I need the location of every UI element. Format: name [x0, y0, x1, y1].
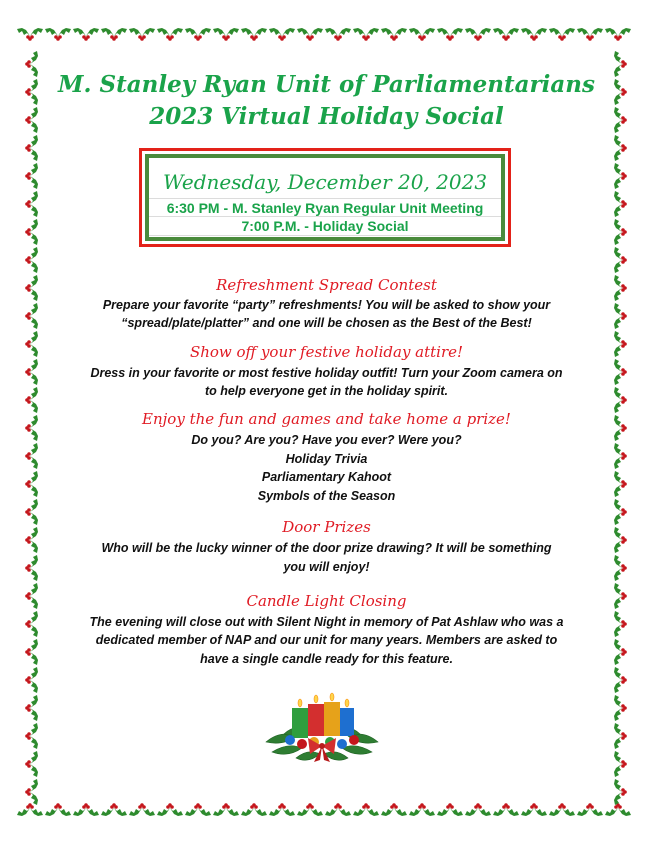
holly-leaf-icon — [25, 219, 38, 245]
holly-leaf-icon — [101, 28, 127, 41]
refreshment-line: “spread/plate/platter” and one will be chosen as the Best of the Best! — [121, 316, 532, 330]
games-line: Parliamentary Kahoot — [261, 470, 392, 484]
holly-leaf-icon — [325, 803, 351, 816]
games-line: Do you? Are you? Have you ever? Were you? — [191, 433, 462, 447]
holly-leaf-icon — [465, 28, 491, 41]
holly-leaf-icon — [45, 28, 71, 41]
meeting-time: 6:30 PM - M. Stanley Ryan Regular Unit Meeting — [166, 200, 484, 216]
holly-leaf-icon — [25, 751, 38, 777]
holly-leaf-icon — [129, 803, 155, 816]
holly-leaf-icon — [213, 28, 239, 41]
games-heading: Enjoy the fun and games and take home a prize! — [142, 410, 511, 428]
holly-leaf-icon — [493, 803, 519, 816]
holly-leaf-icon — [614, 163, 627, 189]
event-date-inner — [145, 154, 505, 241]
holly-leaf-icon — [437, 28, 463, 41]
holly-leaf-icon — [269, 28, 295, 41]
holly-leaf-icon — [157, 803, 183, 816]
holly-leaf-icon — [25, 723, 38, 749]
games-line: Symbols of the Season — [257, 489, 396, 503]
candle-wreath-icon — [262, 684, 382, 764]
holly-leaf-icon — [614, 751, 627, 777]
holly-leaf-icon — [605, 803, 631, 816]
holly-leaf-icon — [297, 803, 323, 816]
holly-leaf-icon — [297, 28, 323, 41]
candle-closing-line: dedicated member of NAP and our unit for many years. Members are asked to — [95, 633, 558, 647]
holly-leaf-icon — [25, 667, 38, 693]
holly-leaf-icon — [129, 28, 155, 41]
holly-leaf-icon — [353, 28, 379, 41]
holly-leaf-icon — [493, 28, 519, 41]
candle-closing-heading: Candle Light Closing — [246, 592, 407, 610]
holly-leaf-icon — [73, 803, 99, 816]
holly-leaf-icon — [614, 723, 627, 749]
holly-leaf-icon — [213, 803, 239, 816]
unit-title: M. Stanley Ryan Unit of Parliamentarians — [58, 71, 595, 98]
attire-line: Dress in your favorite or most festive holiday outfit! Turn your Zoom camera on — [90, 366, 563, 380]
holly-leaf-icon — [614, 779, 627, 805]
candle-closing-line: have a single candle ready for this feature. — [200, 652, 453, 666]
event-date-box — [139, 148, 511, 247]
refreshment-line: Prepare your favorite “party” refreshments! You will be asked to show your — [102, 298, 551, 312]
refreshment-heading: Refreshment Spread Contest — [216, 276, 437, 294]
divider — [149, 216, 501, 217]
divider — [149, 235, 501, 236]
holly-leaf-icon — [25, 247, 38, 273]
holly-leaf-icon — [521, 803, 547, 816]
holly-leaf-icon — [437, 803, 463, 816]
holly-leaf-icon — [241, 803, 267, 816]
holly-leaf-icon — [614, 667, 627, 693]
holly-leaf-icon — [25, 779, 38, 805]
holly-leaf-icon — [409, 28, 435, 41]
social-time: 7:00 P.M. - Holiday Social — [241, 218, 409, 234]
holly-leaf-icon — [521, 28, 547, 41]
holly-leaf-icon — [25, 163, 38, 189]
holly-leaf-icon — [409, 803, 435, 816]
holly-leaf-icon — [157, 28, 183, 41]
holly-leaf-icon — [381, 28, 407, 41]
holly-leaf-icon — [25, 135, 38, 161]
holly-leaf-icon — [577, 803, 603, 816]
holly-leaf-icon — [577, 28, 603, 41]
holly-leaf-icon — [614, 695, 627, 721]
divider — [149, 198, 501, 199]
holly-leaf-icon — [17, 28, 43, 41]
holly-leaf-icon — [101, 803, 127, 816]
holly-leaf-icon — [325, 28, 351, 41]
candle-closing-line: The evening will close out with Silent Night in memory of Pat Ashlaw who was a — [89, 615, 564, 629]
event-title: 2023 Virtual Holiday Social — [149, 103, 504, 130]
holly-leaf-icon — [353, 803, 379, 816]
holly-leaf-icon — [185, 28, 211, 41]
door-prizes-line: you will enjoy! — [283, 560, 370, 574]
holly-leaf-icon — [465, 803, 491, 816]
holly-leaf-icon — [614, 135, 627, 161]
holly-leaf-icon — [381, 803, 407, 816]
holly-leaf-icon — [614, 219, 627, 245]
holly-leaf-icon — [45, 803, 71, 816]
holly-leaf-icon — [25, 695, 38, 721]
attire-heading: Show off your festive holiday attire! — [189, 343, 464, 361]
holly-leaf-icon — [269, 803, 295, 816]
holly-leaf-icon — [549, 803, 575, 816]
holly-leaf-icon — [25, 191, 38, 217]
holly-leaf-icon — [614, 191, 627, 217]
attire-line: to help everyone get in the holiday spirit. — [204, 384, 449, 398]
holly-leaf-icon — [241, 28, 267, 41]
games-line: Holiday Trivia — [285, 452, 368, 466]
holly-leaf-icon — [605, 28, 631, 41]
holly-leaf-icon — [185, 803, 211, 816]
holly-leaf-icon — [549, 28, 575, 41]
holly-leaf-icon — [73, 28, 99, 41]
holly-leaf-icon — [614, 247, 627, 273]
event-date: Wednesday, December 20, 2023 — [162, 170, 488, 194]
door-prizes-heading: Door Prizes — [282, 518, 371, 536]
holly-leaf-icon — [17, 803, 43, 816]
door-prizes-line: Who will be the lucky winner of the door prize drawing? It will be something — [101, 541, 552, 555]
